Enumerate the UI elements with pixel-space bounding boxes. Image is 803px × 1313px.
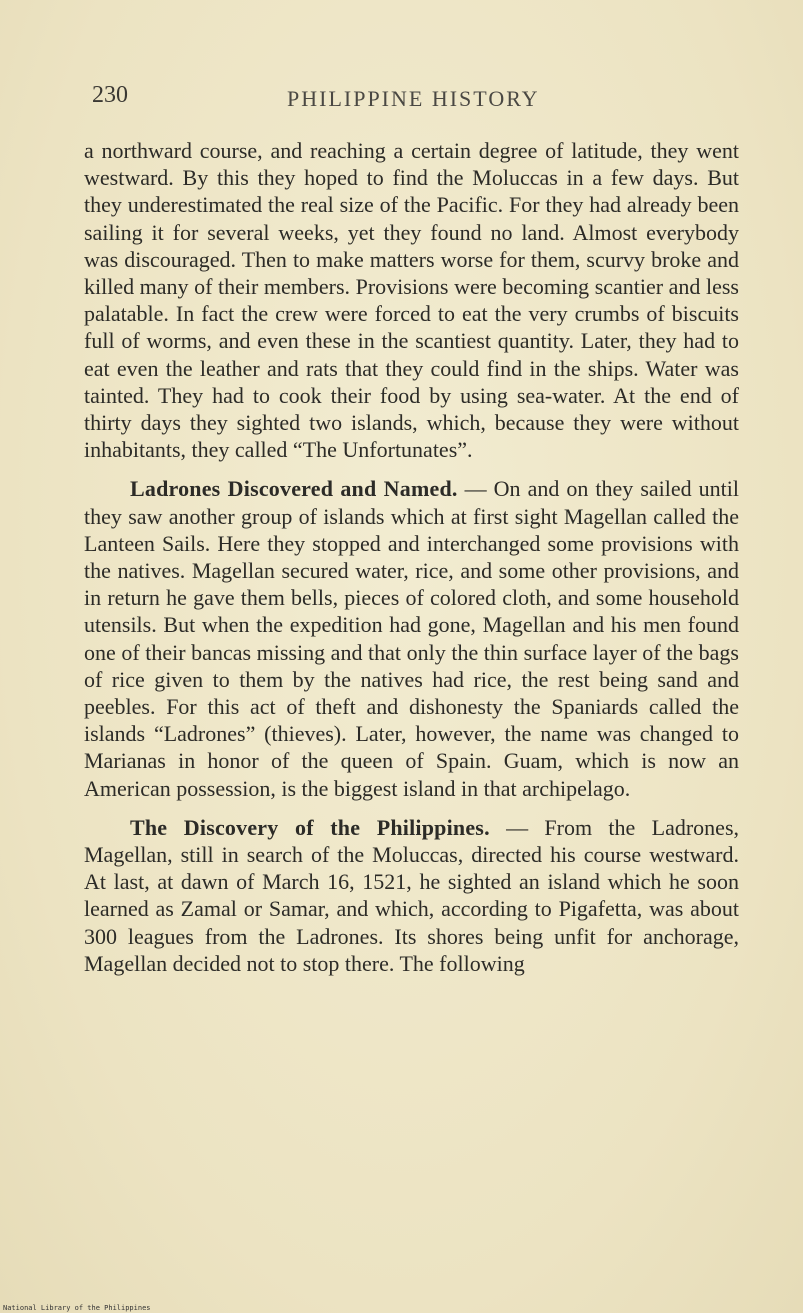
paragraph-philippines	[84, 814, 739, 977]
paragraph-philippines-text: — From the Ladrones, Magellan, still in search of the Moluccas, directed his course westward. At last, at dawn of March 16, 1521, he sighted an island which he soon learned as Zamal or Samar, and which, according to Pigafetta, was about 300 leagues from the Ladrones. Its shores being unfit for anchorage, Magellan decided not to stop there. The following	[84, 814, 739, 976]
page-header	[92, 78, 743, 118]
running-head: PHILIPPINE HISTORY	[287, 86, 540, 111]
body-text	[84, 137, 739, 977]
paragraph-voyage-text: a northward course, and reaching a certain degree of latitude, they went westward. By this they hoped to find the Moluccas in a few days. But they underestimated the real size of the Pacific. For they had already been sailing it for several weeks, yet they found no land. Almost everybody was discouraged. Then to make matters worse for them, scurvy broke and killed many of their members. Provisions were becoming scantier and less palatable. In fact the crew were forced to eat the very crumbs of biscuits full of worms, and even these in the scantiest quantity. Later, they had to eat even the leather and rats that they could find in the ships. Water was tainted. They had to cook their food by using sea-water. At the end of thirty days they sighted two islands, which, because they were without inhabitants, they called “The Unfortunates”.	[84, 138, 739, 463]
paragraph-ladrones	[84, 475, 739, 801]
section-heading-philippines: The Discovery of the Philippines.	[130, 814, 490, 840]
page-number: 230	[92, 82, 128, 108]
paragraph-ladrones-text: — On and on they sailed until they saw another group of islands which at first sight Magellan called the Lanteen Sails. Here they stopped and interchanged some provisions with the natives. Magellan secured water, rice, and some other provisions, and in return he gave them bells, pieces of colored cloth, and some household utensils. But when the expedition had gone, Magellan and his men found one of their bancas missing and that only the thin surface layer of the bags of rice given to them by the natives had rice, the rest being sand and peebles. For this act of theft and dishonesty the Spaniards called the islands “Ladrones” (thieves). Later, however, the name was changed to Marianas in honor of the queen of Spain. Guam, which is now an American possession, is the biggest island in that archipelago.	[84, 476, 740, 801]
library-credit: National Library of the Philippines	[3, 1304, 151, 1312]
section-heading-ladrones: Ladrones Discovered and Named.	[130, 476, 458, 502]
paragraph-voyage	[84, 137, 739, 463]
